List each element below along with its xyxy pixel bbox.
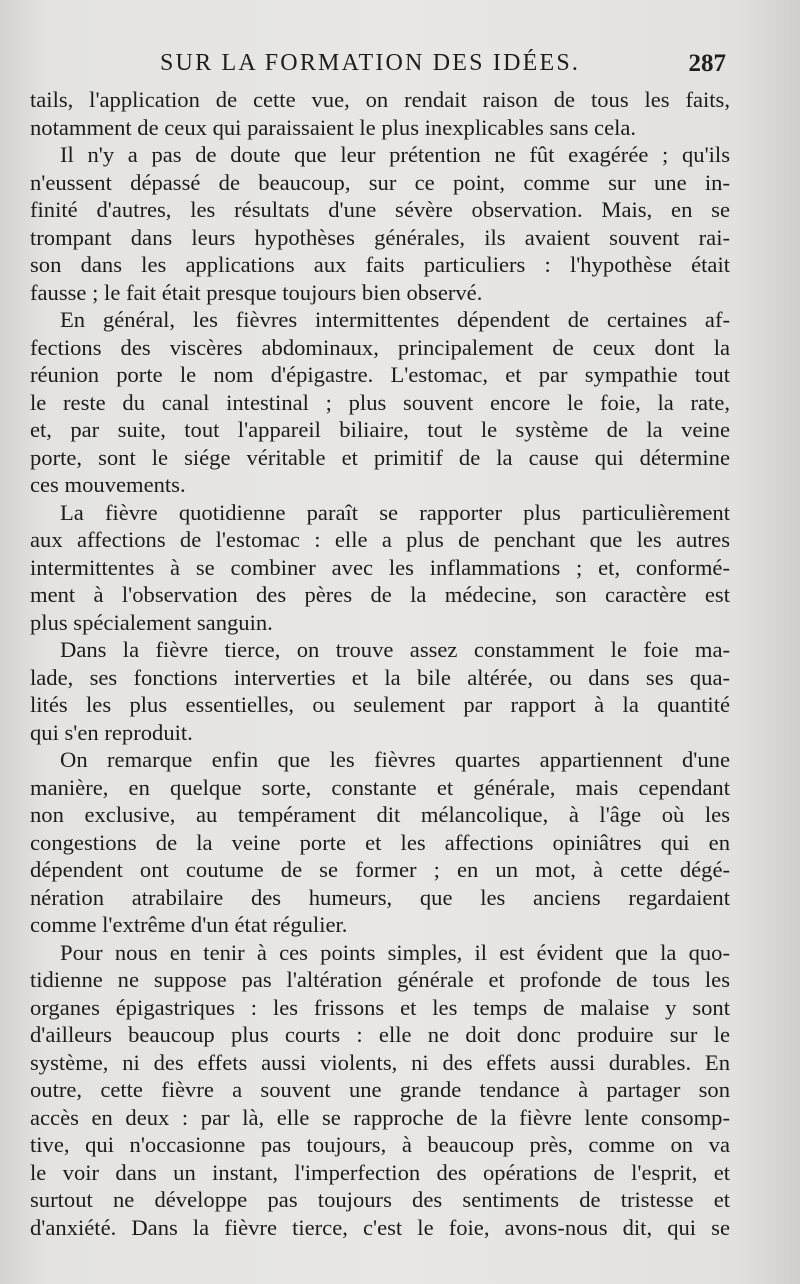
text-line: surtout ne développe pas toujours des sentiments de tristesse et	[30, 1187, 730, 1212]
text-line: lade, ses fonctions interverties et la bile altérée, ou dans ses qua-	[30, 664, 730, 690]
text-line: son dans les applications aux faits particuliers : l'hypothèse était	[30, 252, 730, 277]
text-line: d'ailleurs beaucoup plus courts : elle ne doit donc produire sur le	[30, 1022, 730, 1047]
text-line: notamment de ceux qui paraissaient le plus inexplicables sans cela.	[30, 114, 637, 140]
text-line: finité d'autres, les résultats d'une sévère observation. Mais, en se	[30, 197, 730, 222]
text-line: le voir dans un instant, l'imperfection des opérations de l'esprit, et	[30, 1159, 730, 1185]
text-line: d'anxiété. Dans la fièvre tierce, c'est le foie, avons-nous dit, qui se	[30, 1214, 730, 1240]
text-line: tidienne ne suppose pas l'altération générale et profonde de tous les	[30, 967, 730, 992]
paragraph	[30, 306, 730, 499]
text-line: qui s'en reproduit.	[30, 719, 193, 745]
text-line: réunion porte le nom d'épigastre. L'estomac, et par sympathie tout	[30, 362, 730, 387]
text-line: Pour nous en tenir à ces points simples, il est évident que la quo-	[60, 939, 730, 965]
body-text	[30, 86, 730, 1241]
text-line: ces mouvements.	[30, 472, 186, 497]
text-line: porte, sont le siége véritable et primitif de la cause qui détermine	[30, 444, 730, 470]
text-line: système, ni des effets aussi violents, ni des effets aussi durables. En	[30, 1049, 730, 1075]
running-head	[30, 50, 730, 80]
paragraph	[30, 499, 730, 637]
text-line: dépendent ont coutume de se former ; en un mot, à cette dégé-	[30, 857, 730, 882]
text-line: non exclusive, au tempérament dit mélancolique, à l'âge où les	[30, 802, 730, 827]
text-line: congestions de la veine porte et les affections opiniâtres qui en	[30, 829, 730, 855]
text-line: Dans la fièvre tierce, on trouve assez constamment le foie ma-	[60, 637, 730, 662]
text-line: tive, qui n'occasionne pas toujours, à beaucoup près, comme on va	[30, 1132, 730, 1157]
text-line: manière, en quelque sorte, constante et générale, mais cependant	[30, 774, 730, 800]
text-line: fections des viscères abdominaux, principalement de ceux dont la	[30, 334, 730, 360]
text-line: On remarque enfin que les fièvres quartes appartiennent d'une	[60, 747, 730, 772]
text-line: et, par suite, tout l'appareil biliaire, tout le système de la veine	[30, 417, 730, 442]
paragraph	[30, 636, 730, 746]
text-line: intermittentes à se combiner avec les inflammations ; et, conformé-	[30, 554, 730, 580]
text-line: La fièvre quotidienne paraît se rapporter plus particulièrement	[60, 499, 730, 525]
paragraph	[30, 746, 730, 939]
paragraph	[30, 86, 730, 141]
text-line: le reste du canal intestinal ; plus souvent encore le foie, la rate,	[30, 389, 730, 415]
text-line: plus spécialement sanguin.	[30, 609, 273, 635]
text-line: organes épigastriques : les frissons et les temps de malaise y sont	[30, 994, 730, 1020]
text-line: En général, les fièvres intermittentes dépendent de certaines af-	[60, 307, 730, 332]
text-line: n'eussent dépassé de beaucoup, sur ce point, comme sur une in-	[30, 169, 730, 195]
text-line: fausse ; le fait était presque toujours bien observé.	[30, 279, 483, 305]
text-line: aux affections de l'estomac : elle a plus de penchant que les autres	[30, 527, 730, 552]
text-line: lités les plus essentielles, ou seulement par rapport à la quantité	[30, 692, 730, 717]
text-line: trompant dans leurs hypothèses générales, ils avaient souvent rai-	[30, 224, 730, 250]
paragraph	[30, 141, 730, 306]
text-line: Il n'y a pas de doute que leur prétention ne fût exagérée ; qu'ils	[60, 142, 730, 167]
text-line: tails, l'application de cette vue, on rendait raison de tous les faits,	[30, 87, 730, 112]
text-line: outre, cette fièvre a souvent une grande tendance à partager son	[30, 1077, 730, 1102]
paragraph	[30, 939, 730, 1242]
page-number: 287	[688, 50, 726, 77]
text-line: comme l'extrême d'un état régulier.	[30, 912, 348, 937]
text-line: ment à l'observation des pères de la médecine, son caractère est	[30, 582, 730, 607]
text-line: accès en deux : par là, elle se rapproche de la fièvre lente consomp-	[30, 1104, 730, 1130]
running-title: SUR LA FORMATION DES IDÉES.	[160, 50, 581, 76]
text-line: nération atrabilaire des humeurs, que les anciens regardaient	[30, 884, 730, 910]
